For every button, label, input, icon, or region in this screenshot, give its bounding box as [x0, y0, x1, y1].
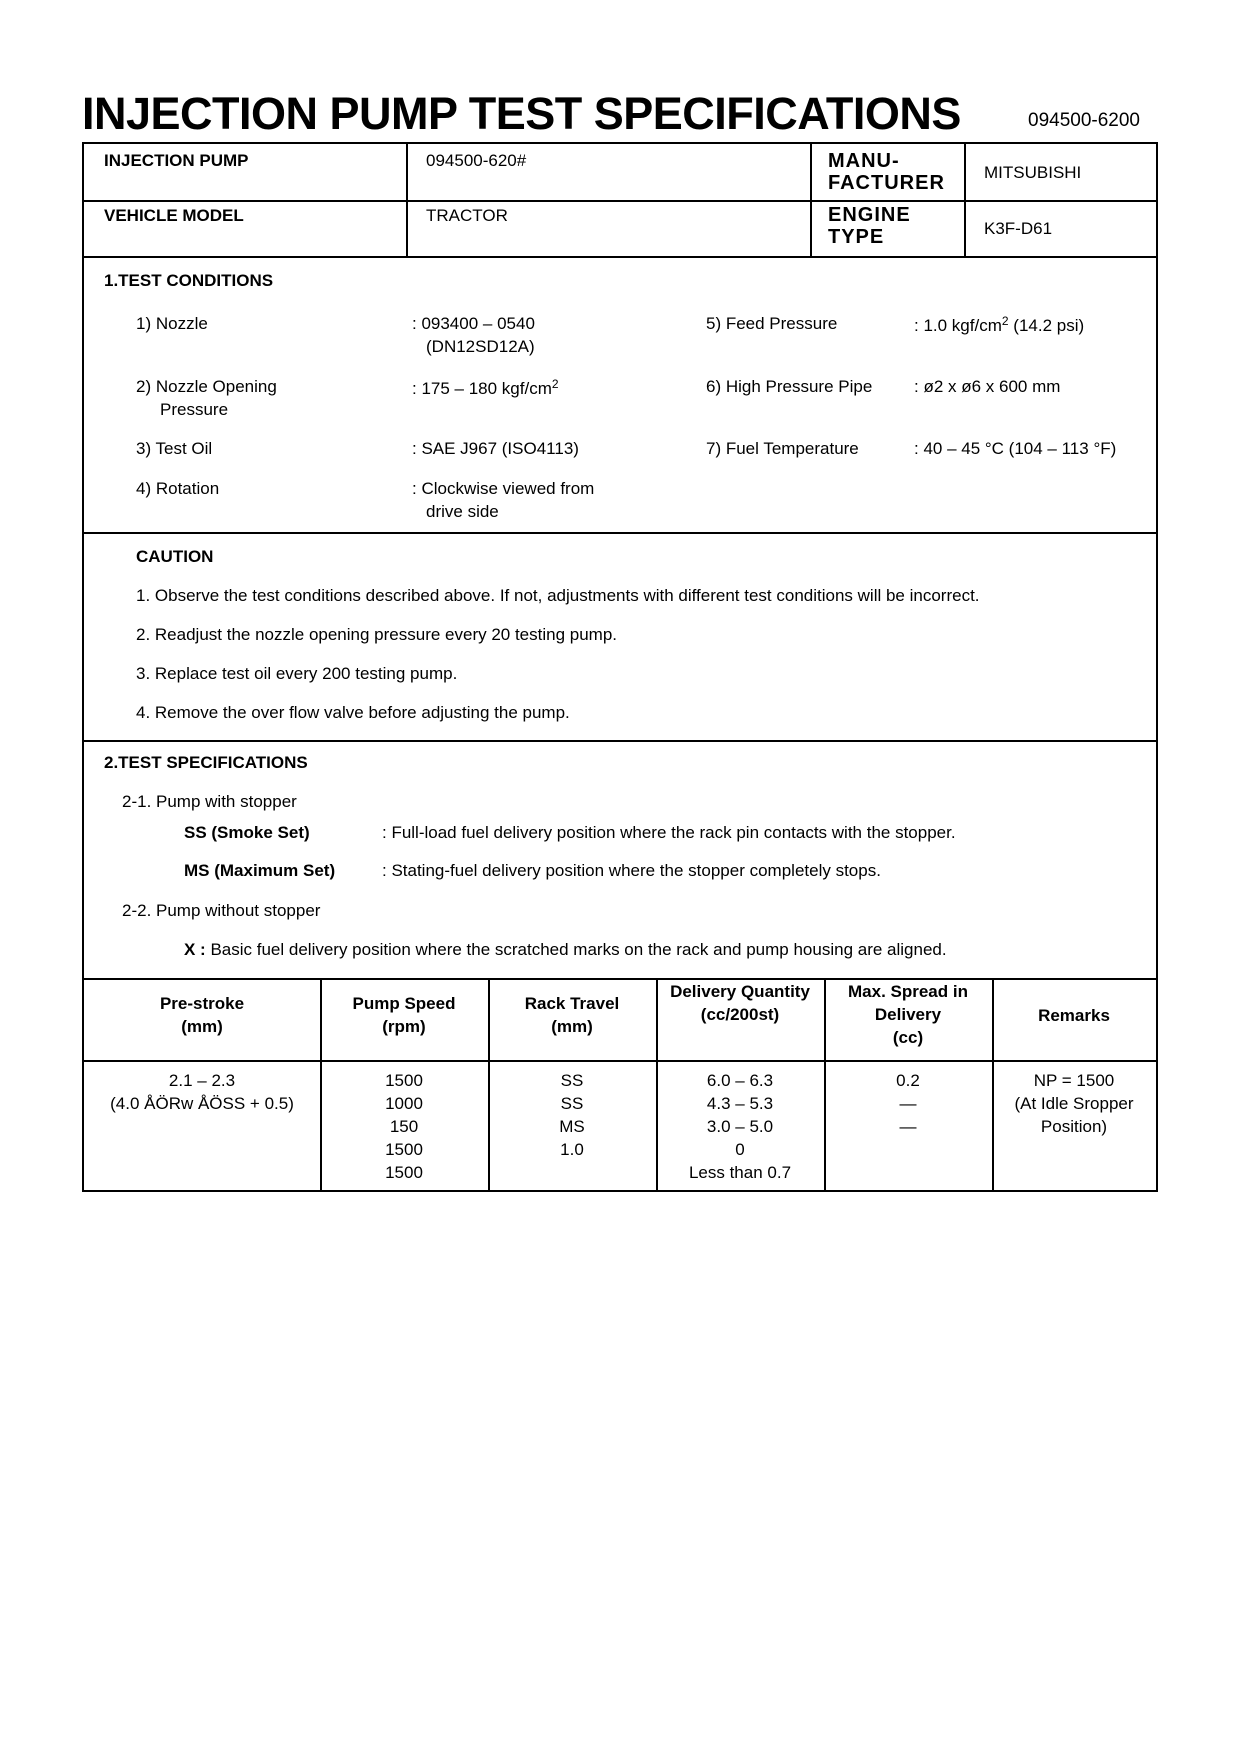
column-header-prestroke	[84, 992, 320, 1038]
header-line: Delivery Quantity	[670, 982, 810, 1001]
divider	[964, 144, 966, 256]
cell-line: 0.2	[896, 1071, 920, 1090]
cell-line: 1500	[385, 1140, 423, 1159]
divider	[84, 256, 1156, 258]
rotation-value: : Clockwise viewed from	[412, 479, 595, 498]
caution-item: 3. Replace test oil every 200 testing pump.	[136, 664, 458, 683]
header-line: Remarks	[1038, 1006, 1110, 1025]
table-cell-prestroke	[84, 1069, 320, 1115]
cell-line: SS	[560, 1071, 584, 1090]
hp-pipe-value: : ø2 x ø6 x 600 mm	[914, 377, 1061, 396]
header-line: Rack Travel	[524, 994, 620, 1013]
caution-item: 4. Remove the over flow valve before adjusting the pump.	[136, 703, 570, 722]
cell-line: 1500	[385, 1071, 423, 1090]
column-header-delivery	[656, 980, 824, 1026]
caution-item: 1. Observe the test conditions described above. If not, adjustments with different test conditions will be incorrect.	[136, 586, 980, 605]
cell-line: 1000	[385, 1094, 423, 1113]
hp-pipe-label: 6) High Pressure Pipe	[706, 377, 873, 396]
feed-pressure-value	[914, 314, 1084, 336]
divider	[84, 740, 1156, 742]
column-header-remarks	[992, 1004, 1156, 1027]
cell-line: 150	[389, 1117, 419, 1136]
feed-pressure-number: : 1.0 kgf/cm	[914, 316, 1002, 335]
caution-item: 2. Readjust the nozzle opening pressure every 20 testing pump.	[136, 625, 618, 644]
manufacturer-value: MITSUBISHI	[984, 163, 1082, 182]
without-stopper-heading: 2-2. Pump without stopper	[122, 901, 321, 920]
cell-line: (4.0 ÅÖRw ÅÖSS + 0.5)	[110, 1094, 294, 1113]
table-cell-remarks	[992, 1069, 1156, 1138]
column-header-max-spread	[824, 980, 992, 1049]
cell-line: 4.3 – 5.3	[706, 1094, 774, 1113]
table-cell-rack-travel	[488, 1069, 656, 1161]
nozzle-opening-value	[412, 377, 559, 399]
injection-pump-label: INJECTION PUMP	[104, 151, 249, 170]
nozzle-opening-label: 2) Nozzle Opening	[136, 377, 277, 396]
superscript: 2	[551, 377, 559, 391]
with-stopper-heading: 2-1. Pump with stopper	[122, 792, 297, 811]
ss-description: : Full-load fuel delivery position where the rack pin contacts with the stopper.	[382, 823, 956, 842]
test-oil-label: 3) Test Oil	[136, 439, 213, 458]
test-conditions-heading: 1.TEST CONDITIONS	[104, 271, 274, 290]
table-cell-max-spread	[824, 1069, 992, 1138]
cell-line: 2.1 – 2.3	[168, 1071, 236, 1090]
header-line: Pump Speed	[352, 994, 456, 1013]
cell-line: Less than 0.7	[688, 1163, 792, 1182]
ms-label: MS (Maximum Set)	[184, 861, 336, 880]
injection-pump-value: 094500-620#	[426, 151, 527, 170]
engine-type-value: K3F-D61	[984, 219, 1053, 238]
cell-line: Position)	[1040, 1117, 1108, 1136]
document-number: 094500-6200	[1028, 110, 1140, 131]
rotation-value-2: drive side	[426, 502, 499, 521]
column-header-pump-speed	[320, 992, 488, 1038]
nozzle-label: 1) Nozzle	[136, 314, 208, 333]
cell-line: MS	[559, 1117, 585, 1136]
table-cell-delivery	[656, 1069, 824, 1184]
header-line: Delivery	[874, 1005, 942, 1024]
vehicle-model-value: TRACTOR	[426, 206, 508, 225]
feed-pressure-psi: (14.2 psi)	[1008, 316, 1085, 335]
test-specs-heading: 2.TEST SPECIFICATIONS	[104, 753, 308, 772]
cell-line: 6.0 – 6.3	[706, 1071, 774, 1090]
header-line: Max. Spread in	[848, 982, 968, 1001]
column-header-rack-travel	[488, 992, 656, 1038]
nozzle-opening-pressure: : 175 – 180 kgf/cm	[412, 379, 552, 398]
divider	[84, 1060, 1156, 1062]
cell-line: (At Idle Sropper	[1014, 1094, 1134, 1113]
cell-line: 1500	[385, 1163, 423, 1182]
page-title: INJECTION PUMP TEST SPECIFICATIONS	[82, 88, 961, 139]
divider	[84, 532, 1156, 534]
cell-line: 0	[735, 1140, 745, 1159]
divider	[810, 144, 812, 256]
superscript: 2	[1001, 314, 1009, 328]
fuel-temp-value: : 40 – 45 °C (104 – 113 °F)	[914, 439, 1117, 458]
fuel-temp-label: 7) Fuel Temperature	[706, 439, 859, 458]
cell-line: —	[899, 1094, 917, 1113]
nozzle-value: : 093400 – 0540	[412, 314, 535, 333]
table-cell-pump-speed	[320, 1069, 488, 1184]
cell-line: NP = 1500	[1033, 1071, 1115, 1090]
manufacturer-label-line2: FACTURER	[828, 172, 945, 194]
divider	[84, 978, 1156, 980]
header-line: (cc/200st)	[700, 1005, 780, 1024]
engine-type-label-line2: TYPE	[828, 226, 885, 248]
test-oil-value: : SAE J967 (ISO4113)	[412, 439, 579, 458]
cell-line: 3.0 – 5.0	[706, 1117, 774, 1136]
feed-pressure-label: 5) Feed Pressure	[706, 314, 838, 333]
caution-heading: CAUTION	[136, 547, 214, 566]
cell-line: SS	[560, 1094, 584, 1113]
rotation-label: 4) Rotation	[136, 479, 220, 498]
ss-label: SS (Smoke Set)	[184, 823, 310, 842]
ms-description: : Stating-fuel delivery position where the stopper completely stops.	[382, 861, 881, 880]
header-line: (mm)	[181, 1017, 223, 1036]
manufacturer-label-line1: MANU-	[828, 150, 900, 172]
divider	[406, 144, 408, 256]
nozzle-opening-label-2: Pressure	[160, 400, 229, 419]
engine-type-label-line1: ENGINE	[828, 204, 911, 226]
nozzle-value-2: (DN12SD12A)	[426, 337, 535, 356]
engine-type-label	[828, 204, 911, 248]
header-line: (cc)	[892, 1028, 924, 1047]
cell-line: 1.0	[560, 1140, 584, 1159]
x-description: Basic fuel delivery position where the scratched marks on the rack and pump housing are aligned.	[205, 940, 947, 959]
x-label: X :	[184, 940, 206, 959]
vehicle-model-label: VEHICLE MODEL	[104, 206, 244, 225]
divider	[84, 200, 1156, 202]
cell-line: —	[899, 1117, 917, 1136]
header-line: (rpm)	[382, 1017, 426, 1036]
header-line: (mm)	[551, 1017, 593, 1036]
manufacturer-label	[828, 150, 945, 194]
header-line: Pre-stroke	[159, 994, 245, 1013]
x-definition	[184, 940, 947, 960]
